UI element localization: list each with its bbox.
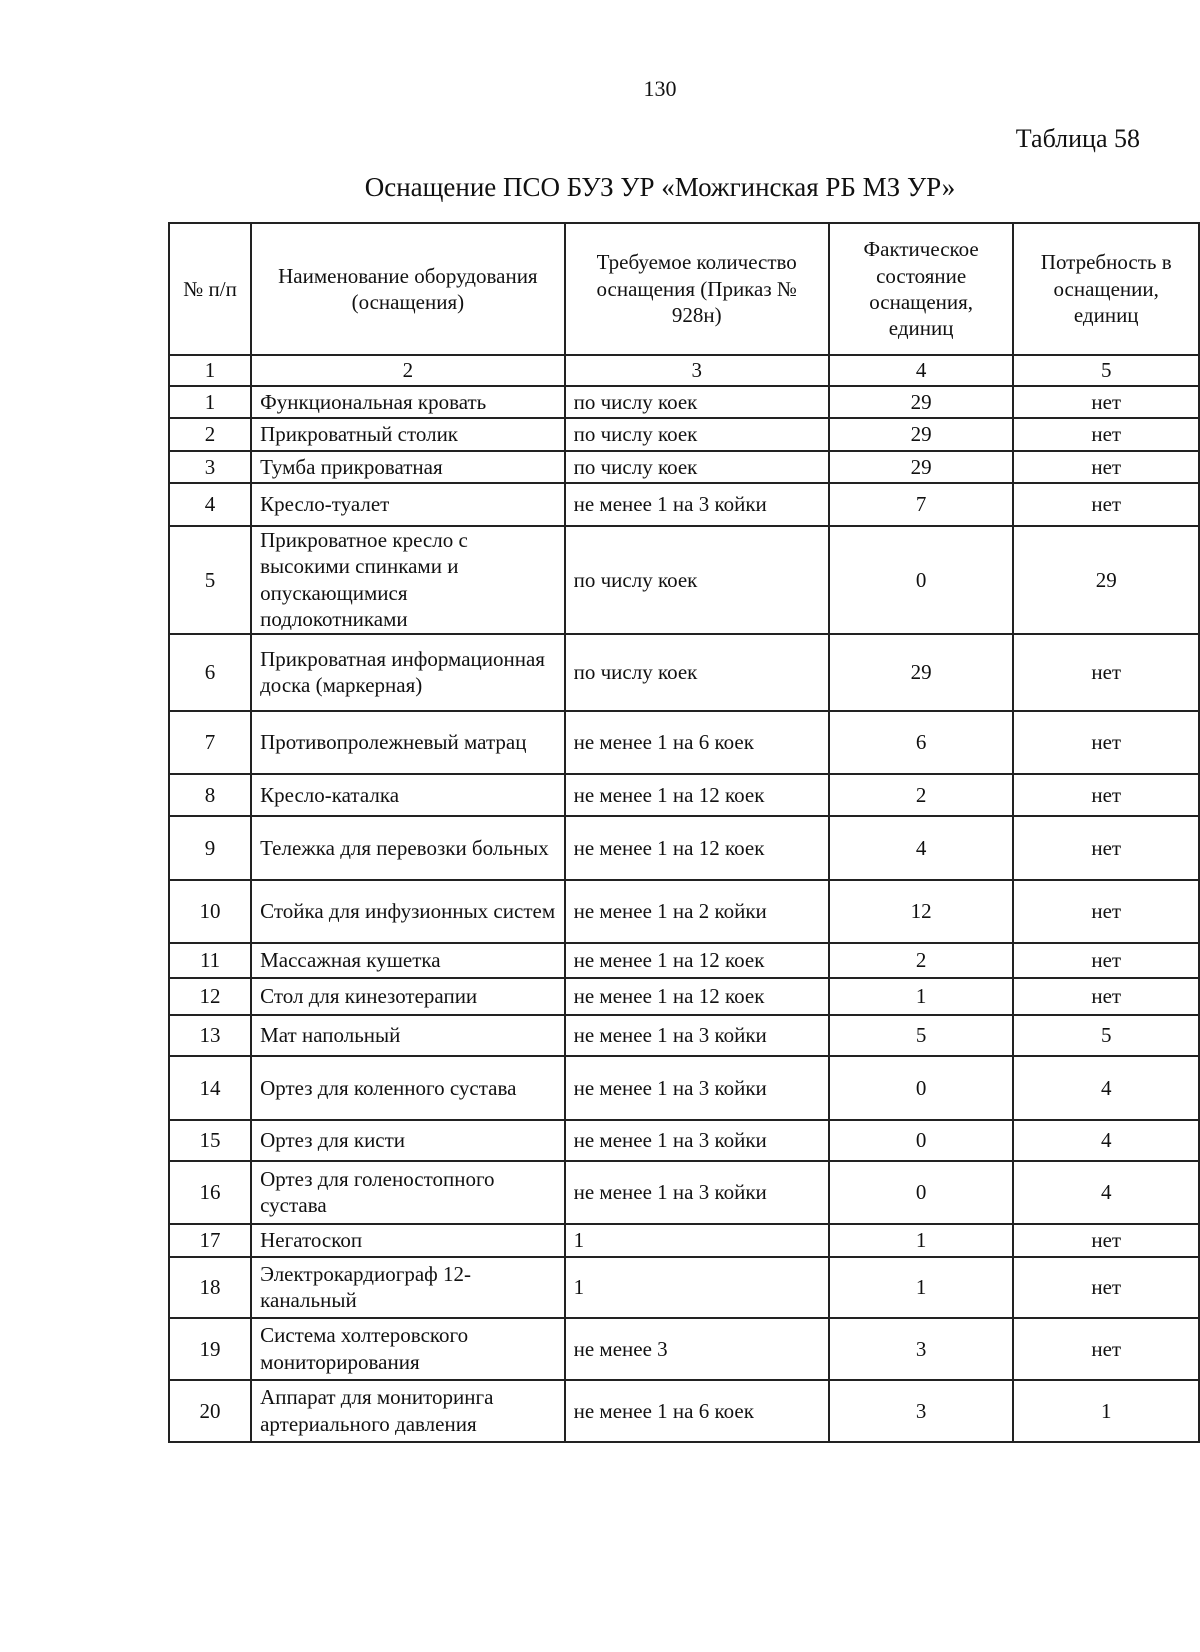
table-title: Оснащение ПСО БУЗ УР «Можгинская РБ МЗ УР» bbox=[364, 172, 956, 202]
table-row bbox=[169, 634, 1199, 711]
cell-need: нет bbox=[1013, 634, 1199, 711]
cell-name: Тележка для перевозки больных bbox=[251, 816, 565, 880]
header-actual: Фактическое состояние оснащения, единиц bbox=[829, 223, 1014, 355]
table-row bbox=[169, 1056, 1199, 1120]
cell-need: нет bbox=[1013, 816, 1199, 880]
cell-num: 11 bbox=[169, 943, 251, 978]
cell-num: 6 bbox=[169, 634, 251, 711]
cell-need: нет bbox=[1013, 774, 1199, 816]
cell-req: 1 bbox=[565, 1257, 829, 1318]
cell-num: 19 bbox=[169, 1318, 251, 1380]
cell-name: Аппарат для мониторинга артериального давления bbox=[251, 1380, 565, 1442]
cell-num: 2 bbox=[169, 418, 251, 451]
cell-name: Прикроватное кресло с высокими спинками и опускающимися подлокотниками bbox=[251, 526, 565, 634]
table-row bbox=[169, 1161, 1199, 1224]
cell-fact: 6 bbox=[829, 711, 1014, 774]
table-row bbox=[169, 816, 1199, 880]
cell-fact: 29 bbox=[829, 418, 1014, 451]
table-label: Таблица 58 bbox=[1015, 124, 1140, 153]
cell-name: Кресло-каталка bbox=[251, 774, 565, 816]
cell-name: Кресло-туалет bbox=[251, 483, 565, 526]
cell-fact: 0 bbox=[829, 1056, 1014, 1120]
cell-name: Стойка для инфузионных систем bbox=[251, 880, 565, 943]
cell-req: по числу коек bbox=[565, 526, 829, 634]
cell-num: 20 bbox=[169, 1380, 251, 1442]
header-row bbox=[169, 223, 1199, 355]
cell-fact: 29 bbox=[829, 451, 1014, 483]
table-row bbox=[169, 943, 1199, 978]
cell-fact: 3 bbox=[829, 1318, 1014, 1380]
cell-num: 8 bbox=[169, 774, 251, 816]
cell-name: Система холтеровского мониторирования bbox=[251, 1318, 565, 1380]
table-row bbox=[169, 880, 1199, 943]
cell-need: нет bbox=[1013, 1257, 1199, 1318]
cell-req: не менее 1 на 3 койки bbox=[565, 1120, 829, 1161]
cell-num: 9 bbox=[169, 816, 251, 880]
column-number: 2 bbox=[251, 355, 565, 386]
cell-need: 5 bbox=[1013, 1015, 1199, 1056]
cell-fact: 0 bbox=[829, 526, 1014, 634]
table-row bbox=[169, 1318, 1199, 1380]
cell-req: не менее 3 bbox=[565, 1318, 829, 1380]
cell-req: не менее 1 на 3 койки bbox=[565, 1015, 829, 1056]
cell-need: 4 bbox=[1013, 1161, 1199, 1224]
column-number-row bbox=[169, 355, 1199, 386]
cell-req: 1 bbox=[565, 1224, 829, 1257]
column-number: 4 bbox=[829, 355, 1014, 386]
table-row bbox=[169, 451, 1199, 483]
cell-num: 17 bbox=[169, 1224, 251, 1257]
table-row bbox=[169, 774, 1199, 816]
column-number: 3 bbox=[565, 355, 829, 386]
cell-name: Тумба прикроватная bbox=[251, 451, 565, 483]
cell-need: 4 bbox=[1013, 1056, 1199, 1120]
cell-req: не менее 1 на 2 койки bbox=[565, 880, 829, 943]
cell-fact: 2 bbox=[829, 774, 1014, 816]
cell-num: 13 bbox=[169, 1015, 251, 1056]
cell-need: нет bbox=[1013, 943, 1199, 978]
cell-name: Прикроватная информационная доска (маркерная) bbox=[251, 634, 565, 711]
cell-name: Электрокардиограф 12-канальный bbox=[251, 1257, 565, 1318]
cell-need: нет bbox=[1013, 451, 1199, 483]
cell-name: Ортез для кисти bbox=[251, 1120, 565, 1161]
cell-req: по числу коек bbox=[565, 418, 829, 451]
cell-name: Мат напольный bbox=[251, 1015, 565, 1056]
cell-req: по числу коек bbox=[565, 634, 829, 711]
header-name: Наименование оборудования (оснащения) bbox=[251, 223, 565, 355]
cell-req: не менее 1 на 12 коек bbox=[565, 978, 829, 1015]
cell-num: 12 bbox=[169, 978, 251, 1015]
cell-num: 18 bbox=[169, 1257, 251, 1318]
table-row bbox=[169, 1015, 1199, 1056]
cell-fact: 29 bbox=[829, 634, 1014, 711]
cell-req: не менее 1 на 12 коек bbox=[565, 943, 829, 978]
table-row bbox=[169, 1380, 1199, 1442]
cell-req: по числу коек bbox=[565, 386, 829, 418]
header-need: Потребность в оснащении, единиц bbox=[1013, 223, 1199, 355]
cell-need: 4 bbox=[1013, 1120, 1199, 1161]
page-number: 130 bbox=[643, 76, 677, 101]
cell-fact: 2 bbox=[829, 943, 1014, 978]
cell-num: 1 bbox=[169, 386, 251, 418]
cell-need: 29 bbox=[1013, 526, 1199, 634]
cell-num: 7 bbox=[169, 711, 251, 774]
table-row bbox=[169, 1257, 1199, 1318]
cell-req: не менее 1 на 12 коек bbox=[565, 816, 829, 880]
cell-need: нет bbox=[1013, 386, 1199, 418]
header-num: № п/п bbox=[169, 223, 251, 355]
cell-need: нет bbox=[1013, 978, 1199, 1015]
cell-fact: 5 bbox=[829, 1015, 1014, 1056]
cell-req: не менее 1 на 3 койки bbox=[565, 1161, 829, 1224]
table-row bbox=[169, 418, 1199, 451]
cell-num: 4 bbox=[169, 483, 251, 526]
table-row bbox=[169, 978, 1199, 1015]
cell-fact: 3 bbox=[829, 1380, 1014, 1442]
cell-fact: 0 bbox=[829, 1161, 1014, 1224]
cell-fact: 29 bbox=[829, 386, 1014, 418]
cell-num: 15 bbox=[169, 1120, 251, 1161]
cell-req: не менее 1 на 6 коек bbox=[565, 711, 829, 774]
cell-need: нет bbox=[1013, 418, 1199, 451]
cell-need: нет bbox=[1013, 880, 1199, 943]
cell-num: 16 bbox=[169, 1161, 251, 1224]
column-number: 1 bbox=[169, 355, 251, 386]
cell-name: Массажная кушетка bbox=[251, 943, 565, 978]
cell-need: нет bbox=[1013, 1318, 1199, 1380]
table-row bbox=[169, 1224, 1199, 1257]
equipment-table bbox=[168, 222, 1200, 1443]
cell-fact: 0 bbox=[829, 1120, 1014, 1161]
cell-num: 14 bbox=[169, 1056, 251, 1120]
cell-req: не менее 1 на 12 коек bbox=[565, 774, 829, 816]
cell-num: 3 bbox=[169, 451, 251, 483]
cell-name: Функциональная кровать bbox=[251, 386, 565, 418]
table-row bbox=[169, 1120, 1199, 1161]
cell-fact: 7 bbox=[829, 483, 1014, 526]
cell-name: Стол для кинезотерапии bbox=[251, 978, 565, 1015]
cell-req: не менее 1 на 6 коек bbox=[565, 1380, 829, 1442]
cell-need: нет bbox=[1013, 483, 1199, 526]
cell-req: не менее 1 на 3 койки bbox=[565, 483, 829, 526]
cell-name: Ортез для голеностопного сустава bbox=[251, 1161, 565, 1224]
cell-req: по числу коек bbox=[565, 451, 829, 483]
cell-fact: 12 bbox=[829, 880, 1014, 943]
cell-fact: 4 bbox=[829, 816, 1014, 880]
table-row bbox=[169, 483, 1199, 526]
cell-num: 5 bbox=[169, 526, 251, 634]
cell-need: 1 bbox=[1013, 1380, 1199, 1442]
table-row bbox=[169, 386, 1199, 418]
cell-need: нет bbox=[1013, 1224, 1199, 1257]
cell-fact: 1 bbox=[829, 978, 1014, 1015]
cell-num: 10 bbox=[169, 880, 251, 943]
cell-fact: 1 bbox=[829, 1224, 1014, 1257]
cell-name: Ортез для коленного сустава bbox=[251, 1056, 565, 1120]
header-required: Требуемое количество оснащения (Приказ № 928н) bbox=[565, 223, 829, 355]
cell-req: не менее 1 на 3 койки bbox=[565, 1056, 829, 1120]
cell-fact: 1 bbox=[829, 1257, 1014, 1318]
table-body bbox=[169, 355, 1199, 1442]
cell-name: Противопролежневый матрац bbox=[251, 711, 565, 774]
table-row bbox=[169, 526, 1199, 634]
cell-name: Негатоскоп bbox=[251, 1224, 565, 1257]
table-row bbox=[169, 711, 1199, 774]
cell-name: Прикроватный столик bbox=[251, 418, 565, 451]
column-number: 5 bbox=[1013, 355, 1199, 386]
cell-need: нет bbox=[1013, 711, 1199, 774]
